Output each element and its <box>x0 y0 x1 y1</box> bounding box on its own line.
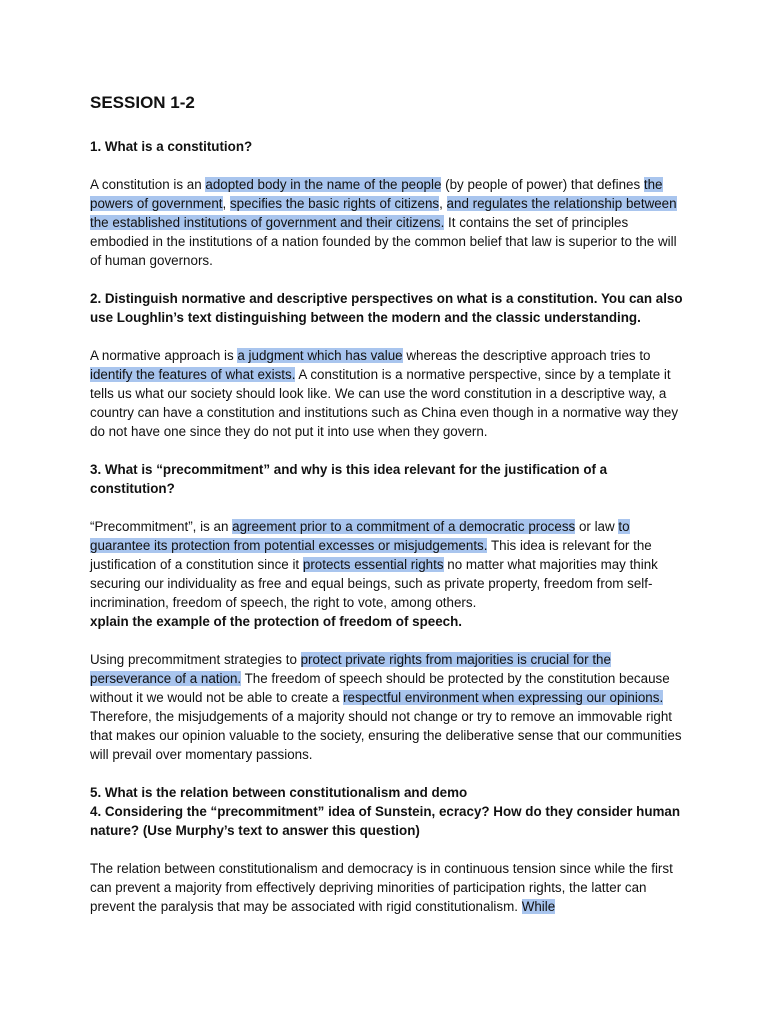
answer-3 <box>90 517 690 612</box>
spacer <box>90 631 690 650</box>
answer-text: “Precommitment”, is an <box>90 519 233 534</box>
answer-2 <box>90 346 690 441</box>
answer-text: This idea is relevant for the justification of a constitution since it <box>90 538 652 572</box>
document-title: SESSION 1-2 <box>90 93 195 112</box>
answer-text: , <box>439 196 447 211</box>
answer-3b <box>90 650 690 764</box>
answer-text: The relation between constitutionalism and democracy is in continuous tension since while the first can prevent a majority from effectively depriving minorities of participation rights, the latter can prevent the paralysis that may be associated with rigid constitutionalism. <box>90 861 673 914</box>
highlight: specifies the basic rights of citizens <box>229 196 440 211</box>
answer-1 <box>90 175 690 270</box>
spacer <box>90 840 690 859</box>
spacer <box>90 764 690 783</box>
answer-text: or law <box>575 519 619 534</box>
question-2: 2. Distinguish normative and descriptive perspectives on what is a constitution. You can also use Loughlin’s text distinguishing between the modern and the classic understanding. <box>90 291 683 325</box>
answer-5 <box>90 859 690 916</box>
answer-text: It contains the set of principles embodied in the institutions of a nation founded by the common belief that law is superior to the will of human governors. <box>90 215 677 268</box>
answer-text: (by people of power) that defines <box>441 177 644 192</box>
question-1: 1. What is a constitution? <box>90 139 253 154</box>
spacer <box>90 441 690 460</box>
answer-text: A normative approach is <box>90 348 238 363</box>
highlight: protects essential rights <box>302 557 444 572</box>
answer-text: The freedom of speech should be protected by the constitution because without it we would not be able to create a <box>90 671 670 705</box>
question-3b: xplain the example of the protection of freedom of speech. <box>90 614 463 629</box>
document-page <box>90 90 690 916</box>
highlight: protect private rights from majorities is crucial for the perseverance of a nation. <box>90 652 611 686</box>
spacer <box>90 116 690 137</box>
highlight: and regulates the relationship between the established institutions of government and their citizens. <box>90 196 677 230</box>
highlight: adopted body in the name of the people <box>205 177 442 192</box>
answer-text: whereas the descriptive approach tries to <box>402 348 651 363</box>
question-4: 4. Considering the “precommitment” idea of Sunstein, ecracy? How do they consider human nature? (Use Murphy’s text to answer this question) <box>90 804 681 838</box>
highlight: a judgment which has value <box>237 348 403 363</box>
spacer <box>90 327 690 346</box>
highlight: to guarantee its protection from potential excesses or misjudgements. <box>90 519 630 553</box>
answer-text: A constitution is a normative perspective, since by a template it tells us what our society should look like. We can use the word constitution in a descriptive way, a country can have a constitution and institutions such as China even though in a normative way they do not have one since they do not put it into use when they govern. <box>90 367 679 439</box>
answer-text: Using precommitment strategies to <box>90 652 301 667</box>
spacer <box>90 156 690 175</box>
spacer <box>90 270 690 289</box>
highlight: the powers of government <box>90 177 663 211</box>
question-5: 5. What is the relation between constitutionalism and demo <box>90 785 468 800</box>
question-3: 3. What is “precommitment” and why is this idea relevant for the justification of a constitution? <box>90 462 608 496</box>
spacer <box>90 498 690 517</box>
highlight: While <box>521 899 556 914</box>
highlight: respectful environment when expressing our opinions. <box>343 690 664 705</box>
answer-text: Therefore, the misjudgements of a majority should not change or try to remove an immovable right that makes our opinion valuable to the society, ensuring the deliberative sense that our communities will prevail over momentary passions. <box>90 709 682 762</box>
highlight: agreement prior to a commitment of a democratic process <box>232 519 576 534</box>
answer-text: , <box>222 196 230 211</box>
answer-text: no matter what majorities may think securing our individuality as free and equal beings, such as private property, freedom from self-incrimination, freedom of speech, the right to vote, among others. <box>90 557 658 610</box>
highlight: identify the features of what exists. <box>90 367 296 382</box>
answer-text: A constitution is an <box>90 177 206 192</box>
